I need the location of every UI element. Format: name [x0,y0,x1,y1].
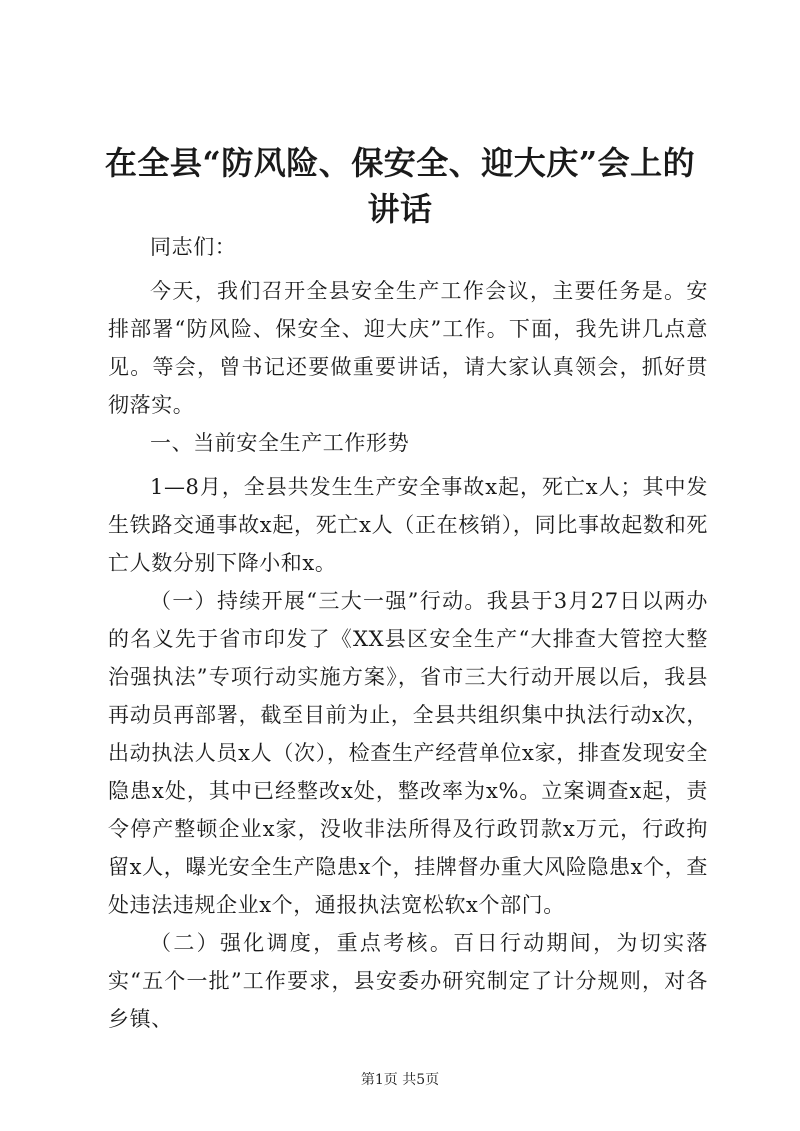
document-title: 在全县“防风险、保安全、迎大庆”会上的讲话 [104,144,696,228]
paragraph-intro: 今天，我们召开全县安全生产工作会议，主要任务是。安排部署“防风险、保安全、迎大庆”工作。下面，我先讲几点意见。等会，曾书记还要做重要讲话，请大家认真领会，抓好贯彻落实。 [108,279,708,417]
paragraph-campaign: （一）持续开展“三大一强”行动。我县于3月27日以两办的名义先于省市印发了《XX县区安全生产“大排查大管控大整治强执法”专项行动实施方案》，省市三大行动开展以后，我县再动员再部署，截至目前为止，全县共组织集中执法行动x次，出动执法人员x人（次），检查生产经营单位x家，排查发现安全隐患x处，其中已经整改x处，整改率为x%。立案调查x起，责令停产整顿企业x家，没收非法所得及行政罚款x万元，行政拘留x人，曝光安全生产隐患x个，挂牌督办重大风险隐患x个，查处违法违规企业x个，通报执法宽松软x个部门。 [108,589,708,917]
paragraph-statistics: 1—8月，全县共发生生产安全事故x起，死亡x人；其中发生铁路交通事故x起，死亡x人（正在核销），同比事故起数和死亡人数分别下降小和x。 [108,475,708,575]
document-body [108,228,708,1038]
salutation: 同志们： [150,235,237,259]
paragraph-scheduling: （二）强化调度，重点考核。百日行动期间，为切实落实“五个一批”工作要求，县安委办研究制定了计分规则，对各乡镇、 [108,931,708,1031]
page-footer: 第1页 共5页 [360,1072,440,1088]
section-heading: 一、当前安全生产工作形势 [150,431,410,455]
